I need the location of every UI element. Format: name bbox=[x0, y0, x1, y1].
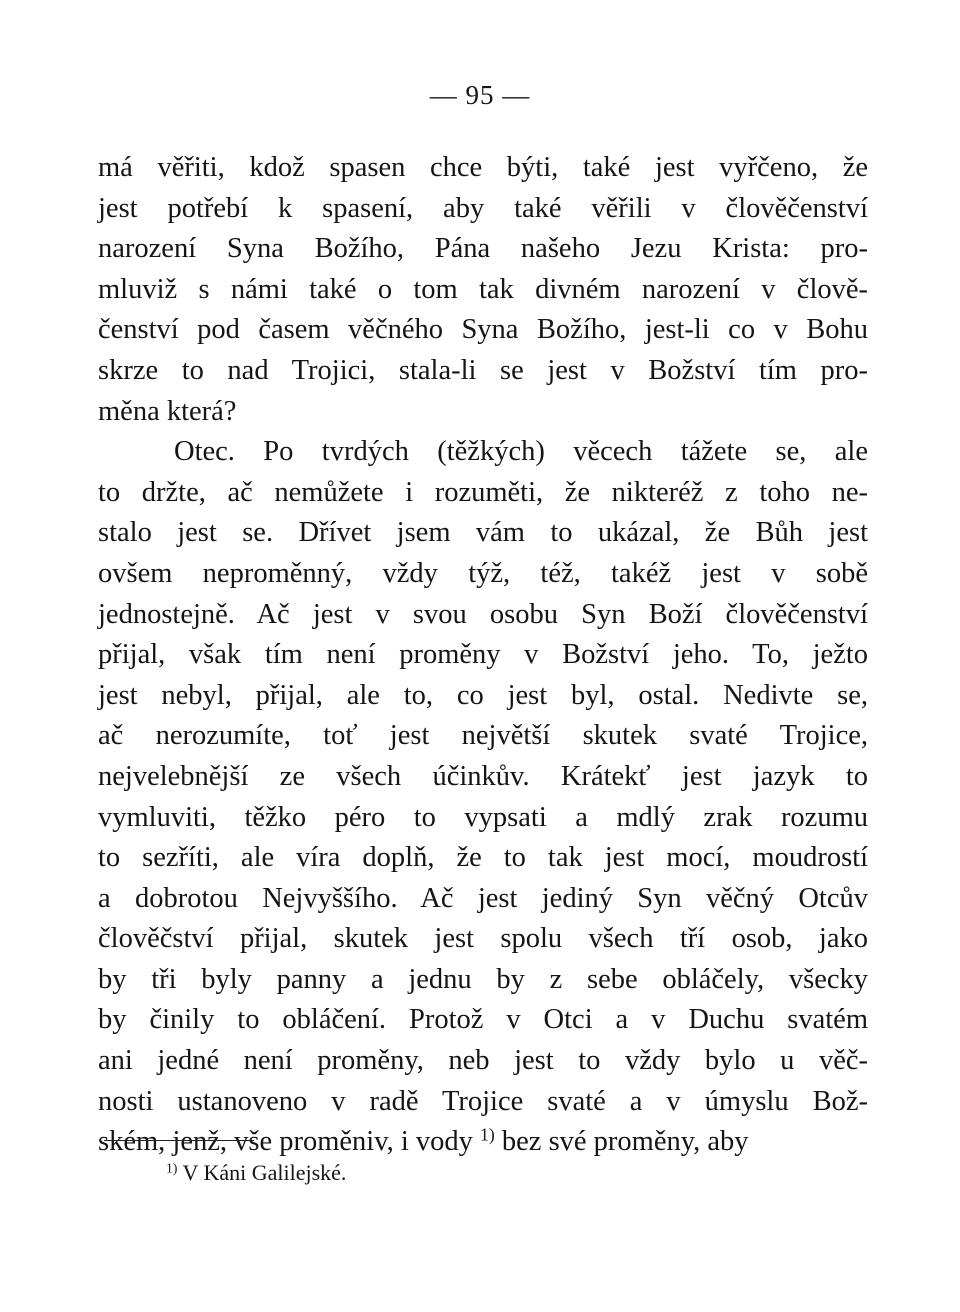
text-fragment: bez své proměny, aby bbox=[494, 1126, 749, 1158]
footnote-mark: 1) bbox=[166, 1160, 178, 1176]
footnote-separator bbox=[104, 1140, 254, 1141]
text-line: ač nerozumíte, toť jest největší skutek svaté Trojice, bbox=[98, 720, 868, 752]
text-line: vymluviti, těžko péro to vypsati a mdlý zrak rozumu bbox=[98, 801, 868, 833]
body-text bbox=[98, 148, 868, 1163]
text-line: by tři byly panny a jednu by z sebe obláčely, všecky bbox=[98, 963, 868, 995]
text-line: ani jedné není proměny, neb jest to vždy bylo u věč- bbox=[98, 1045, 868, 1077]
text-line: jest nebyl, přijal, ale to, co jest byl, ostal. Nedivte se, bbox=[98, 679, 868, 711]
text-line: a dobrotou Nejvyššího. Ač jest jediný Syn věčný Otcův bbox=[98, 882, 868, 914]
text-line: přijal, však tím není proměny v Božství jeho. To, ježto bbox=[98, 639, 868, 671]
text-fragment: ském, jenž, vše proměniv, i vody bbox=[98, 1126, 473, 1158]
text-line: měna která? bbox=[98, 395, 237, 427]
text-line: ovšem neproměnný, vždy týž, též, takéž jest v sobě bbox=[98, 557, 868, 589]
footnote bbox=[166, 1160, 346, 1186]
footnote-reference: 1) bbox=[480, 1124, 495, 1145]
text-line: jednostejně. Ač jest v svou osobu Syn Boží člověčenství bbox=[98, 598, 868, 630]
text-line: čenství pod časem věčného Syna Božího, jest-li co v Bohu bbox=[98, 314, 868, 346]
text-line: jest potřebí k spasení, aby také věřili v člověčenství bbox=[98, 192, 868, 224]
footnote-text: V Káni Galilejské. bbox=[177, 1160, 347, 1185]
text-line: má věřiti, kdož spasen chce býti, také jest vyřčeno, že bbox=[98, 152, 868, 183]
text-line: by činily to obláčení. Protož v Otci a v Duchu svatém bbox=[98, 1004, 868, 1036]
text-line: Otec. Po tvrdých (těžkých) věcech tážete se, ale bbox=[174, 436, 868, 468]
text-line: stalo jest se. Dřívet jsem vám to ukázal, že Bůh jest bbox=[98, 517, 868, 549]
text-line: to sezříti, ale víra doplň, že to tak jest mocí, moudrostí bbox=[98, 842, 868, 874]
text-line: narození Syna Božího, Pána našeho Jezu Krista: pro- bbox=[98, 233, 868, 265]
text-line: nosti ustanoveno v radě Trojice svaté a v úmyslu Bož- bbox=[98, 1085, 868, 1117]
text-line: mluviž s námi také o tom tak divném narození v člově- bbox=[98, 273, 868, 305]
text-line: člověčství přijal, skutek jest spolu všech tří osob, jako bbox=[98, 923, 868, 955]
text-line: to držte, ač nemůžete i rozuměti, že nikteréž z toho ne- bbox=[98, 476, 868, 508]
text-line-with-footnote-ref bbox=[98, 1122, 868, 1163]
text-line: skrze to nad Trojici, stala-li se jest v Božství tím pro- bbox=[98, 354, 868, 386]
text-line: nejvelebnější ze všech účinkův. Krátekť jest jazyk to bbox=[98, 760, 868, 792]
page-number: — 95 — bbox=[429, 80, 531, 110]
